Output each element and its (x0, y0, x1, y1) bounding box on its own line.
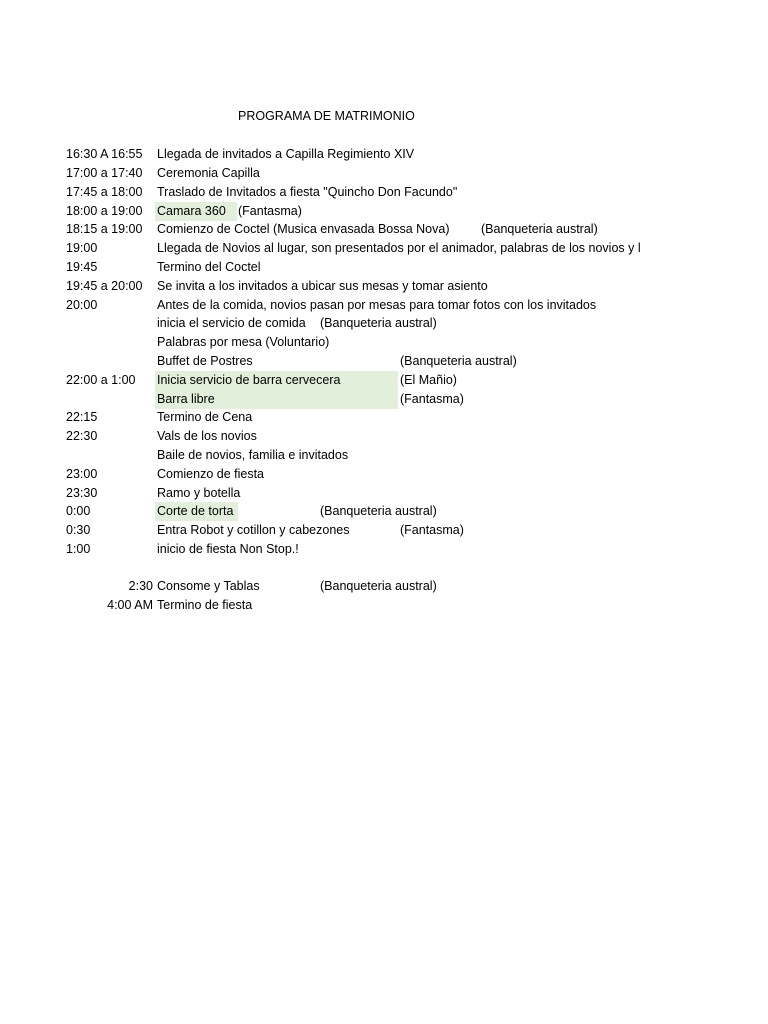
table-row (0, 390, 768, 409)
time-cell: 23:30 (66, 486, 98, 500)
activity-cell: Vals de los novios (157, 429, 257, 443)
time-cell: 0:00 (66, 504, 91, 518)
activity-cell: Barra libre (157, 392, 215, 406)
time-cell: 17:00 a 17:40 (66, 166, 143, 180)
time-cell: 19:45 (66, 260, 98, 274)
provider-cell: (Banqueteria austral) (320, 504, 437, 518)
provider-cell: (Fantasma) (400, 523, 464, 537)
time-cell: 0:30 (66, 523, 91, 537)
time-cell: 22:00 a 1:00 (66, 373, 136, 387)
table-row (0, 465, 768, 484)
table-row (0, 559, 768, 578)
activity-cell: inicio de fiesta Non Stop.! (157, 542, 299, 556)
table-row (0, 202, 768, 221)
time-cell: 19:00 (66, 241, 98, 255)
table-row (0, 296, 768, 315)
time-cell: 18:15 a 19:00 (66, 222, 143, 236)
activity-cell: Se invita a los invitados a ubicar sus mesas y tomar asiento (157, 279, 488, 293)
time-cell: 22:30 (66, 429, 98, 443)
activity-cell: Palabras por mesa (Voluntario) (157, 335, 330, 349)
table-row (0, 596, 768, 615)
provider-cell: (Banqueteria austral) (320, 579, 437, 593)
activity-cell: Termino del Coctel (157, 260, 261, 274)
time-cell: 1:00 (66, 542, 91, 556)
activity-cell: inicia el servicio de comida (157, 316, 306, 330)
provider-cell: (Banqueteria austral) (400, 354, 517, 368)
provider-cell: (Fantasma) (238, 204, 302, 218)
time-cell: 17:45 a 18:00 (66, 185, 143, 199)
time-cell: 19:45 a 20:00 (66, 279, 143, 293)
time-cell: 2:30 (128, 579, 153, 593)
time-cell: 18:00 a 19:00 (66, 204, 143, 218)
activity-cell: Llegada de Novios al lugar, son presentados por el animador, palabras de los novios y l (157, 241, 641, 255)
table-row (0, 352, 768, 371)
activity-cell: Ramo y botella (157, 486, 241, 500)
time-cell: 16:30 A 16:55 (66, 147, 143, 161)
table-row (0, 145, 768, 164)
activity-cell: Termino de Cena (157, 410, 253, 424)
activity-cell: Baile de novios, familia e invitados (157, 448, 349, 462)
table-row (0, 427, 768, 446)
activity-cell: Llegada de invitados a Capilla Regimiento XIV (157, 147, 415, 161)
activity-cell: Termino de fiesta (157, 598, 253, 612)
provider-cell: (Fantasma) (400, 392, 464, 406)
table-row (0, 314, 768, 333)
activity-cell: Traslado de Invitados a fiesta "Quincho Don Facundo" (157, 185, 458, 199)
table-row (0, 408, 768, 427)
provider-cell: (El Mañio) (400, 373, 457, 387)
provider-cell: (Banqueteria austral) (481, 222, 598, 236)
table-row (0, 484, 768, 503)
provider-cell: (Banqueteria austral) (320, 316, 437, 330)
time-cell: 4:00 AM (107, 598, 153, 612)
time-cell: 23:00 (66, 467, 98, 481)
time-cell: 20:00 (66, 298, 98, 312)
table-row (0, 521, 768, 540)
activity-cell: Comienzo de Coctel (Musica envasada Bossa Nova) (157, 222, 450, 236)
activity-cell: Antes de la comida, novios pasan por mesas para tomar fotos con los invitados (157, 298, 597, 312)
table-row (0, 183, 768, 202)
table-row (0, 277, 768, 296)
table-row (0, 371, 768, 390)
table-row (0, 446, 768, 465)
activity-cell: Comienzo de fiesta (157, 467, 265, 481)
table-row (0, 502, 768, 521)
page-title: PROGRAMA DE MATRIMONIO (238, 109, 415, 123)
table-row (0, 577, 768, 596)
table-row (0, 540, 768, 559)
table-row (0, 333, 768, 352)
activity-cell: Camara 360 (157, 204, 226, 218)
activity-cell: Consome y Tablas (157, 579, 260, 593)
table-row (0, 258, 768, 277)
table-row (0, 220, 768, 239)
activity-cell: Entra Robot y cotillon y cabezones (157, 523, 350, 537)
table-row (0, 164, 768, 183)
table-row (0, 239, 768, 258)
activity-cell: Buffet de Postres (157, 354, 253, 368)
activity-cell: Ceremonia Capilla (157, 166, 260, 180)
activity-cell: Inicia servicio de barra cervecera (157, 373, 341, 387)
time-cell: 22:15 (66, 410, 98, 424)
activity-cell: Corte de torta (157, 504, 234, 518)
